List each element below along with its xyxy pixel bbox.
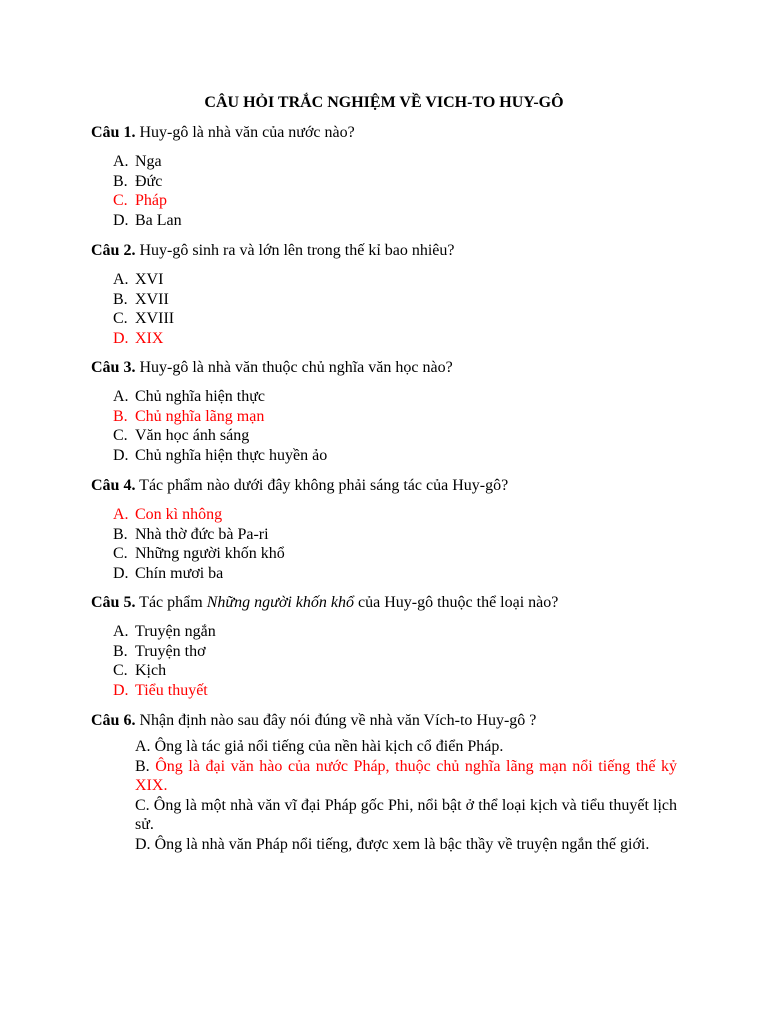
question-6	[91, 711, 691, 731]
question-label: Câu 4.	[91, 477, 136, 494]
option-b: B. XVII	[113, 290, 169, 308]
option-b: B. Truyện thơ	[113, 642, 206, 660]
question-label: Câu 1.	[91, 124, 136, 141]
option-c: C. Những người khốn khổ	[113, 545, 285, 562]
option-d-correct: D. XIX	[113, 329, 164, 347]
question-text: Huy-gô sinh ra và lớn lên trong thế kỉ bao nhiêu?	[135, 242, 455, 259]
work-title: Những người khốn khổ	[206, 594, 354, 611]
option-c: C. Kịch	[113, 662, 167, 679]
option-a: A. Chủ nghĩa hiện thực	[113, 388, 265, 405]
options-list-1	[113, 152, 182, 230]
options-list-4	[113, 505, 285, 583]
question-text: Huy-gô là nhà văn của nước nào?	[135, 124, 355, 141]
question-text: Tác phẩm nào dưới đây không phải sáng tác của Huy-gô?	[135, 477, 509, 494]
question-text: Huy-gô là nhà văn thuộc chủ nghĩa văn học nào?	[135, 359, 453, 376]
option-c-correct: C. Pháp	[113, 192, 167, 209]
option-c: C. Văn học ánh sáng	[113, 427, 250, 444]
question-label: Câu 6.	[91, 712, 136, 729]
option-a: A. Nga	[113, 153, 162, 170]
question-text: Nhận định nào sau đây nói đúng về nhà văn Vích-to Huy-gô ?	[135, 712, 537, 729]
question-5: Câu 5. Tác phẩm Những người khốn khổ của Huy-gô thuộc thể loại nào?	[91, 594, 559, 611]
option-a: A. Ông là tác giả nổi tiếng của nền hài kịch cổ điển Pháp.	[135, 738, 504, 755]
question-1	[91, 123, 691, 143]
options-list-5	[113, 622, 216, 700]
question-label: Câu 5.	[91, 594, 136, 611]
option-b: B. Nhà thờ đức bà Pa-ri	[113, 525, 269, 543]
question-label: Câu 2.	[91, 242, 136, 259]
options-list-6	[135, 737, 677, 854]
question-label: Câu 3.	[91, 359, 136, 376]
option-a-correct: A. Con kì nhông	[113, 506, 223, 523]
option-a: A. XVI	[113, 271, 164, 288]
option-c: C. Ông là một nhà văn vĩ đại Pháp gốc Phi, nổi bật ở thể loại kịch và tiểu thuyết lịch sử.	[135, 796, 677, 833]
option-d: D. Ba Lan	[113, 211, 182, 229]
option-b: B. Đức	[113, 172, 163, 190]
question-4	[91, 476, 691, 496]
option-d: D. Ông là nhà văn Pháp nổi tiếng, được xem là bậc thầy về truyện ngắn thế giới.	[135, 835, 650, 853]
option-d: D. Chín mươi ba	[113, 564, 224, 582]
question-2	[91, 241, 691, 261]
options-list-2	[113, 270, 174, 348]
options-list-3	[113, 387, 327, 465]
option-b-correct: B. Chủ nghĩa lãng mạn	[113, 407, 265, 425]
option-b-correct: B. Ông là đại văn hào của nước Pháp, thuộc chủ nghĩa lãng mạn nổi tiếng thế kỷ XIX.	[135, 757, 677, 794]
option-c: C. XVIII	[113, 310, 175, 327]
page-title: CÂU HỎI TRẮC NGHIỆM VỀ VICH-TO HUY-GÔ	[204, 94, 564, 111]
option-d: D. Chủ nghĩa hiện thực huyền ảo	[113, 446, 328, 464]
option-d-correct: D. Tiểu thuyết	[113, 681, 208, 699]
option-a: A. Truyện ngắn	[113, 623, 216, 640]
question-3	[91, 358, 691, 378]
